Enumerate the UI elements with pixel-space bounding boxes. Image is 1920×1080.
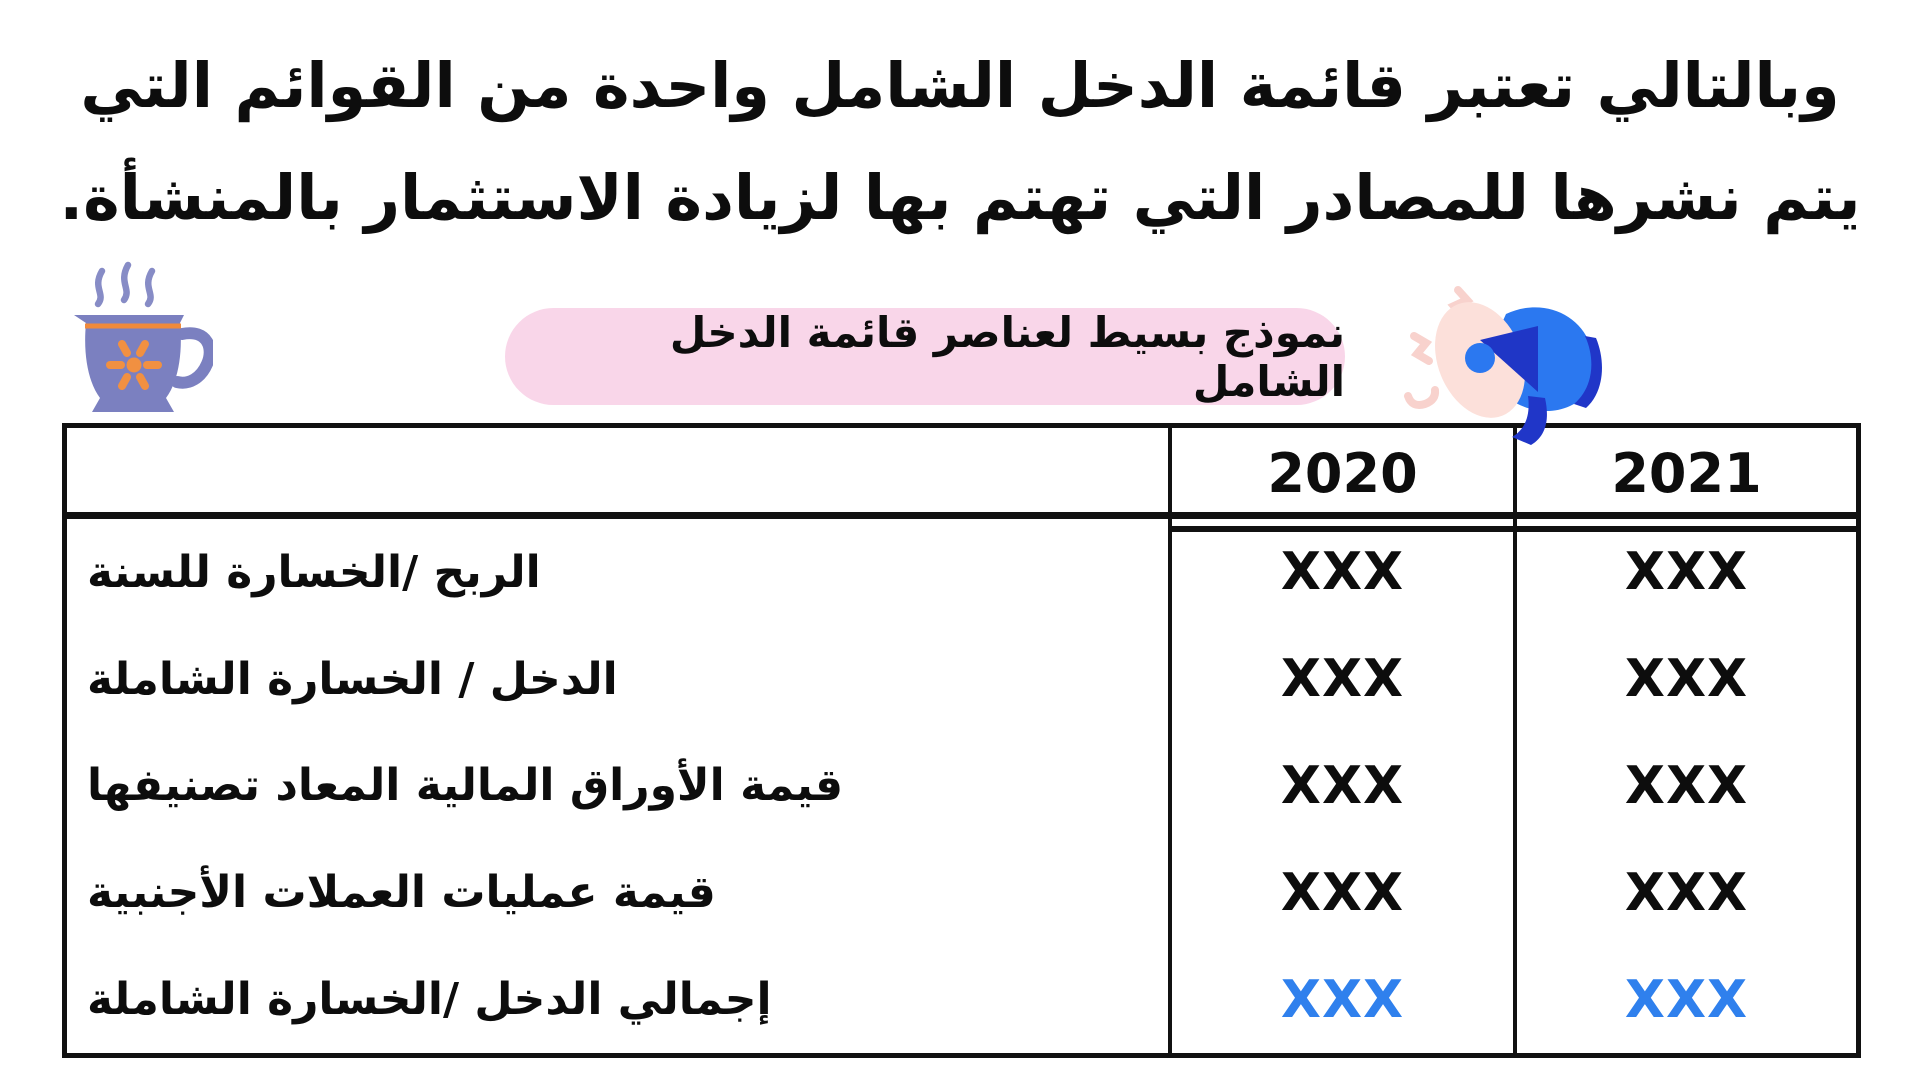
row3-value-2020: XXX	[1168, 733, 1513, 840]
coffee-mug-icon	[48, 258, 213, 423]
title-line-1: وبالتالي تعتبر قائمة الدخل الشامل واحدة من القوائم التي	[80, 49, 1840, 122]
slide-title	[0, 30, 1920, 254]
megaphone-svg	[1388, 278, 1618, 448]
row5-value-2021: XXX	[1513, 946, 1856, 1053]
coffee-mug-svg	[48, 258, 213, 423]
row-label-comprehensive-income-loss: الدخل / الخسارة الشاملة	[87, 653, 618, 705]
row-label-foreign-currency-operations: قيمة عمليات العملات الأجنبية	[87, 867, 716, 919]
header-year-2021: 2021	[1513, 428, 1856, 519]
row-label-profit-loss-year: الربح /الخسارة للسنة	[87, 546, 541, 598]
title-line-2: يتم نشرها للمصادر التي تهتم بها لزيادة الاستثمار بالمنشأة.	[59, 161, 1861, 234]
row3-value-2021: XXX	[1513, 733, 1856, 840]
subtitle-badge	[505, 308, 1345, 405]
megaphone-icon	[1388, 278, 1618, 448]
row1-value-2021: XXX	[1513, 519, 1856, 626]
row5-value-2020: XXX	[1168, 946, 1513, 1053]
row2-value-2020: XXX	[1168, 626, 1513, 733]
header-divider-line	[67, 512, 1856, 519]
subtitle-badge-text: نموذج بسيط لعناصر قائمة الدخل الشامل	[669, 307, 1345, 406]
row-label-reclassified-securities: قيمة الأوراق المالية المعاد تصنيفها	[87, 760, 844, 812]
income-statement-table	[62, 423, 1861, 1058]
header-year-2020: 2020	[1168, 428, 1513, 519]
row4-value-2020: XXX	[1168, 839, 1513, 946]
row1-value-2020: XXX	[1168, 519, 1513, 626]
row-label-total-comprehensive-income-loss: إجمالي الدخل /الخسارة الشاملة	[87, 974, 772, 1026]
header-double-line-years	[1168, 526, 1856, 532]
row4-value-2021: XXX	[1513, 839, 1856, 946]
header-empty-cell	[67, 428, 1168, 519]
row2-value-2021: XXX	[1513, 626, 1856, 733]
